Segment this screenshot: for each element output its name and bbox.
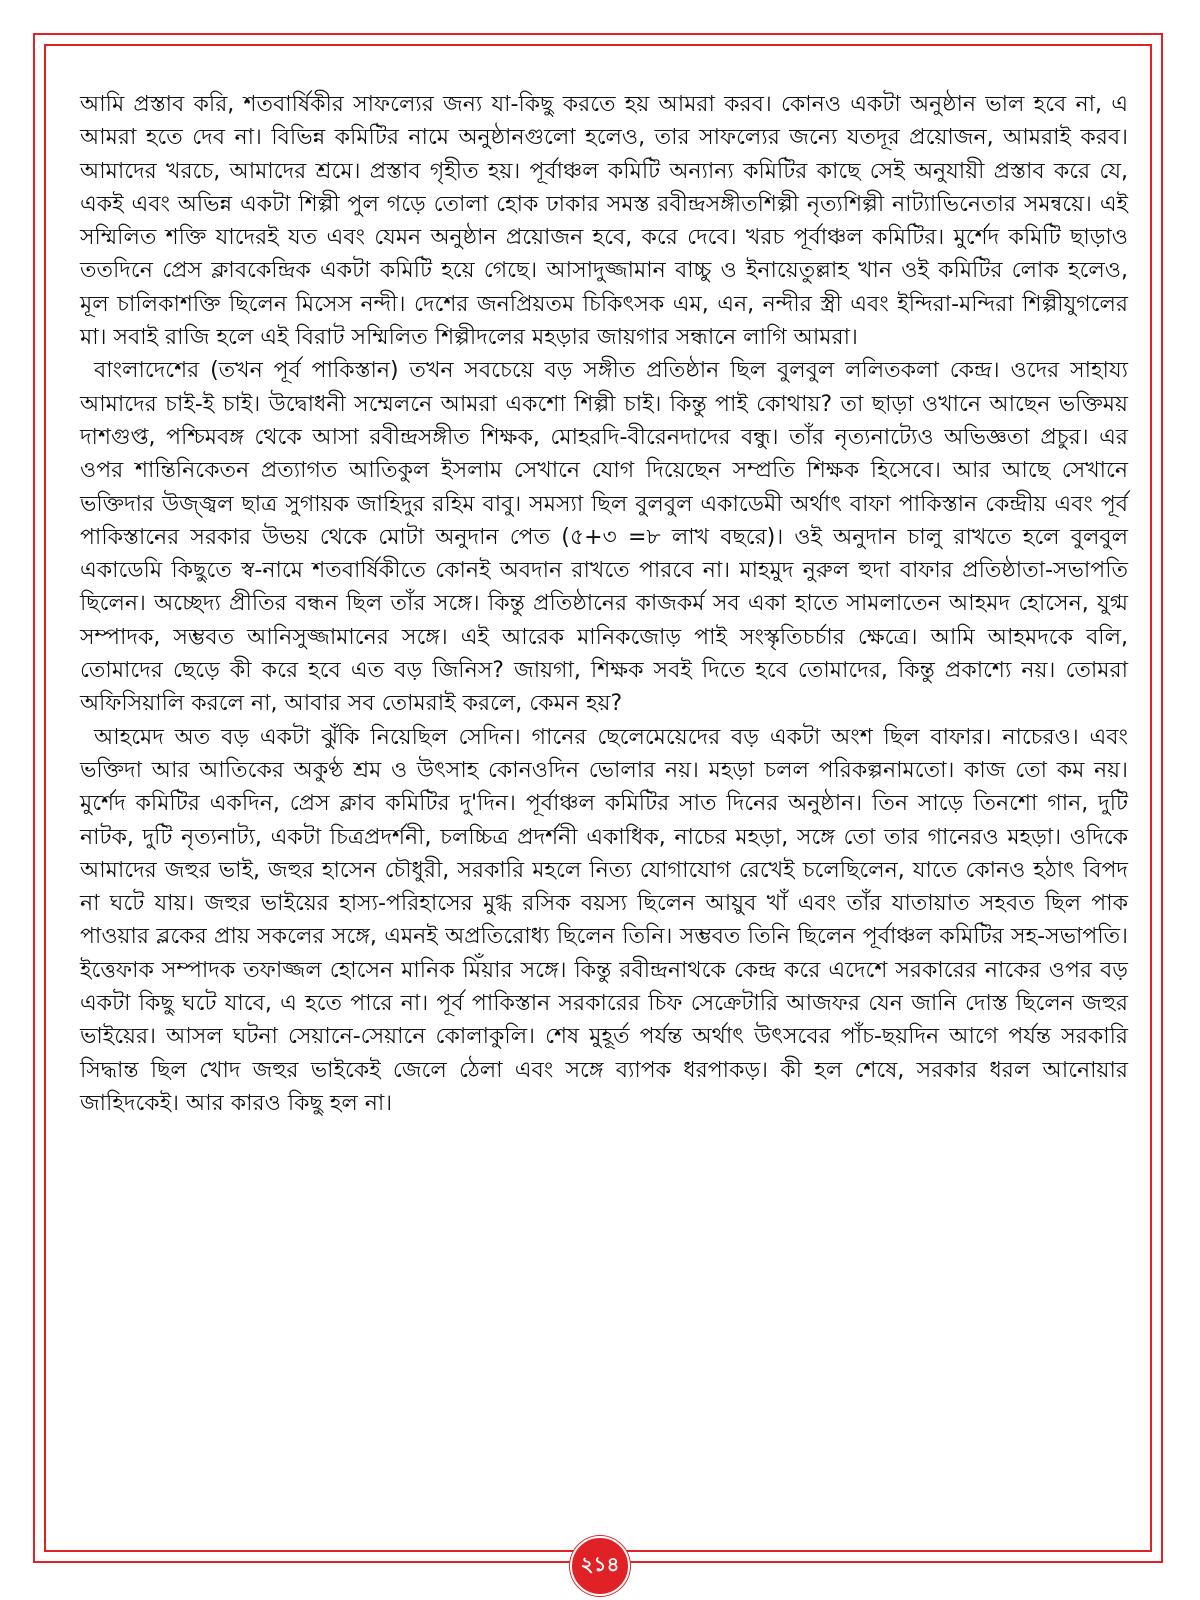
- paragraph-2: বাংলাদেশের (তখন পূর্ব পাকিস্তান) তখন সবচেয়ে বড় সঙ্গীত প্রতিষ্ঠান ছিল বুলবুল ললিতকলা কেন্দ্র। ওদের সাহায্য আমাদের চাই-ই চাই। উদ্বোধনী সম্মেলনে আমরা একশো শিল্পী চাই। কিন্তু পাই কোথায়? তা ছাড়া ওখানে আছেন ভক্তিময় দাশগুপ্ত, পশ্চিমবঙ্গ থেকে আসা রবীন্দ্রসঙ্গীত শিক্ষক, মোহরদি-বীরেনদাদের বন্ধু। তাঁর নৃত্যনাট্যেও অভিজ্ঞতা প্রচুর। এর ওপর শান্তিনিকেতন প্রত্যাগত আতিকুল ইসলাম সেখানে যোগ দিয়েছেন সম্প্রতি শিক্ষক হিসেবে। আর আছে সেখানে ভক্তিদার উজ্জ্বল ছাত্র সুগায়ক জাহিদুর রহিম বাবু। সমস্যা ছিল বুলবুল একাডেমী অর্থাৎ বাফা পাকিস্তান কেন্দ্রীয় এবং পূর্ব পাকিস্তানের সরকার উভয় থেকে মোটা অনুদান পেত (৫+৩ =৮ লাখ বছরে)। ওই অনুদান চালু রাখতে হলে বুলবুল একাডেমি কিছুতে স্ব-নামে শতবার্ষিকীতে কোনই অবদান রাখতে পারবে না। মাহমুদ নুরুল হুদা বাফার প্রতিষ্ঠাতা-সভাপতি ছিলেন। অচ্ছেদ্য প্রীতির বন্ধন ছিল তাঁর সঙ্গে। কিন্তু প্রতিষ্ঠানের কাজকর্ম সব একা হাতে সামলাতেন আহমদ হোসেন, যুগ্ম সম্পাদক, সম্ভবত আনিসুজ্জামানের সঙ্গে। এই আরেক মানিকজোড় পাই সংস্কৃতিচর্চার ক্ষেত্রে। আমি আহমদকে বলি, তোমাদের ছেড়ে কী করে হবে এত বড় জিনিস? জায়গা, শিক্ষক সবই দিতে হবে তোমাদের, কিন্তু প্রকাশ্যে নয়। তোমরা অফিসিয়ালি করলে না, আবার সব তোমরাই করলে, কেমন হয়?: [80, 358, 1128, 717]
- paragraph-3: আহমেদ অত বড় একটা ঝুঁকি নিয়েছিল সেদিন। গানের ছেলেমেয়েদের বড় একটা অংশ ছিল বাফার। নাচেরও। এবং ভক্তিদা আর আতিকের অকুণ্ঠ শ্রম ও উৎসাহ কোনওদিন ভোলার নয়। মহড়া চলল পরিকল্পনামতো। কাজ তো কম নয়। মুর্শেদ কমিটির একদিন, প্রেস ক্লাব কমিটির দু'দিন। পূর্বাঞ্চল কমিটির সাত দিনের অনুষ্ঠান। তিন সাড়ে তিনশো গান, দুটি নাটক, দুটি নৃত্যনাট্য, একটা চিত্রপ্রদর্শনী, চলচ্চিত্র প্রদর্শনী একাধিক, নাচের মহড়া, সঙ্গে তো তার গানেরও মহড়া। ওদিকে আমাদের জহুর ভাই, জহুর হাসেন চৌধুরী, সরকারি মহলে নিত্য যোগাযোগ রেখেই চলেছিলেন, যাতে কোনও হঠাৎ বিপদ না ঘটে যায়। জহুর ভাইয়ের হাস্য-পরিহাসের মুগ্ধ রসিক বয়স্য ছিলেন আয়ুব খাঁ এবং তাঁর যাতায়াত সহবত ছিল পাক পাওয়ার ব্লকের প্রায় সকলের সঙ্গে, এমনই অপ্রতিরোধ্য ছিলেন তিনি। সম্ভবত তিনি ছিলেন পূর্বাঞ্চল কমিটির সহ-সভাপতি। ইত্তেফাক সম্পাদক তফাজ্জল হোসেন মানিক মিঁয়ার সঙ্গে। কিন্তু রবীন্দ্রনাথকে কেন্দ্র করে এদেশে সরকারের নাকের ওপর বড় একটা কিছু ঘটে যাবে, এ হতে পারে না। পূর্ব পাকিস্তান সরকারের চিফ সেক্রেটারি আজফর যেন জানি দোস্ত ছিলেন জহুর ভাইয়ের। আসল ঘটনা সেয়ানে-সেয়ানে কোলাকুলি। শেষ মুহূর্ত পর্যন্ত অর্থাৎ উৎসবের পাঁচ-ছয়দিন আগে পর্যন্ত সরকারি সিদ্ধান্ত ছিল খোদ জহুর ভাইকেই জেলে ঠেলা এবং সঙ্গে ব্যাপক ধরপাকড়। কী হল শেষে, সরকার ধরল আনোয়ার জাহিদকেই। আর কারও কিছু হল না।: [80, 724, 1128, 1116]
- page-body-text: [80, 88, 1128, 1120]
- page-number-badge: [570, 1536, 630, 1596]
- page-number: ২১৪: [570, 1536, 630, 1596]
- paragraph-1: আমি প্রস্তাব করি, শতবার্ষিকীর সাফল্যের জন্য যা-কিছু করতে হয় আমরা করব। কোনও একটা অনুষ্ঠান ভাল হবে না, এ আমরা হতে দেব না। বিভিন্ন কমিটির নামে অনুষ্ঠানগুলো হলেও, তার সাফল্যের জন্যে যতদূর প্রয়োজন, আমরাই করব। আমাদের খরচে, আমাদের শ্রমে। প্রস্তাব গৃহীত হয়। পূর্বাঞ্চল কমিটি অন্যান্য কমিটির কাছে সেই অনুযায়ী প্রস্তাব করে যে, একই এবং অভিন্ন একটা শিল্পী পুল গড়ে তোলা হোক ঢাকার সমস্ত রবীন্দ্রসঙ্গীতশিল্পী নৃত্যশিল্পী নাট্যাভিনেতার সমন্বয়ে। এই সম্মিলিত শক্তি যাদেরই যত এবং যেমন অনুষ্ঠান প্রয়োজন হবে, করে দেবে। খরচ পূর্বাঞ্চল কমিটির। মুর্শেদ কমিটি ছাড়াও ততদিনে প্রেস ক্লাবকেন্দ্রিক একটা কমিটি হয়ে গেছে। আসাদুজ্জামান বাচ্চু ও ইনায়েতুল্লাহ খান ওই কমিটির লোক হলেও, মূল চালিকাশক্তি ছিলেন মিসেস নন্দী। দেশের জনপ্রিয়তম চিকিৎসক এম, এন, নন্দীর স্ত্রী এবং ইন্দিরা-মন্দিরা শিল্পীযুগলের মা। সবাই রাজি হলে এই বিরাট সম্মিলিত শিল্পীদলের মহড়ার জায়গার সন্ধানে লাগি আমরা।: [80, 92, 1128, 351]
